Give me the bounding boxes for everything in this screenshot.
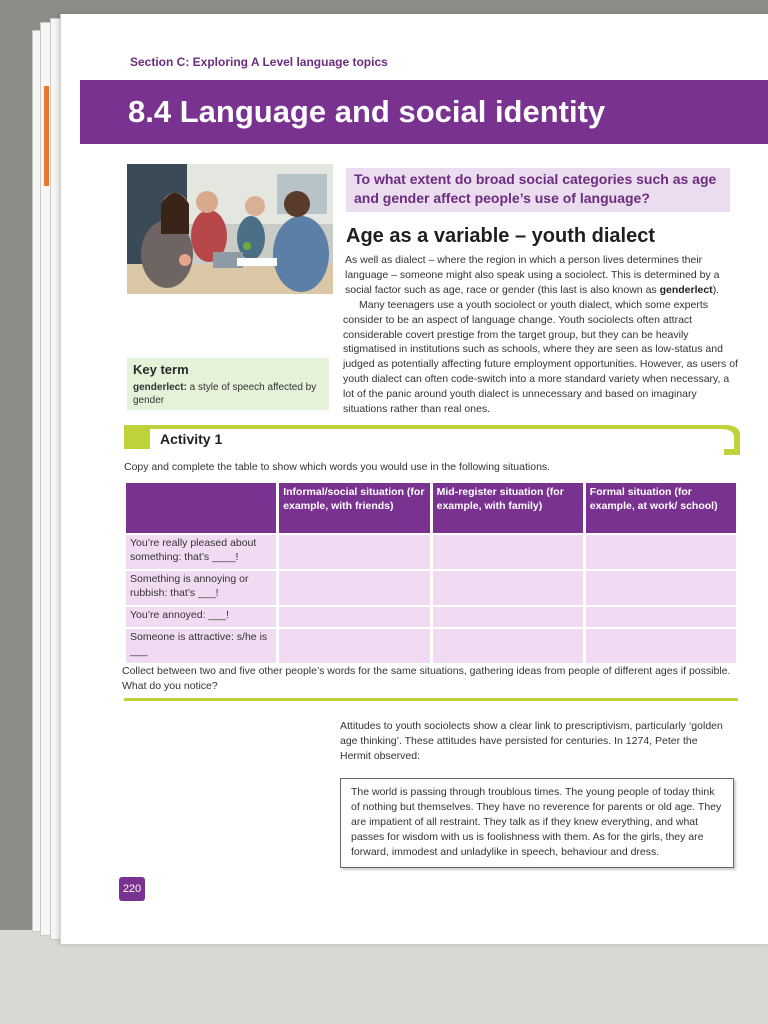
activity-label: Activity 1 bbox=[160, 431, 223, 447]
page-title: 8.4 Language and social identity bbox=[128, 94, 606, 129]
section-tab-marker bbox=[44, 86, 49, 186]
table-cell-blank bbox=[279, 535, 429, 569]
activity-end-rule bbox=[124, 698, 738, 701]
key-term-word: genderlect: bbox=[133, 382, 187, 393]
table-cell-blank bbox=[433, 535, 583, 569]
photo-group-of-young-people bbox=[127, 164, 333, 294]
key-term-definition-text: a style of speech affected by gender bbox=[133, 382, 317, 406]
column-header-mid-register: Mid-register situation (for example, with family) bbox=[433, 483, 583, 533]
paragraph-3: Attitudes to youth sociolects show a clear link to prescriptivism, particularly ‘golden age thinking’. These attitudes have persisted for centuries. In 1274, Peter the Hermit observed: bbox=[340, 720, 723, 762]
table-cell-blank bbox=[279, 571, 429, 605]
desk-surface bbox=[0, 930, 768, 1024]
focus-question-box: To what extent do broad social categories such as age and gender affect people’s use of language? bbox=[346, 168, 730, 212]
table-row bbox=[126, 535, 736, 569]
subheading: Age as a variable – youth dialect bbox=[346, 225, 656, 247]
paragraph-2: Many teenagers use a youth sociolect or youth dialect, which some experts consider to be an aspect of language change. Youth sociolects often attract considerable covert prestige from the target group, but they can be heavily stigmatised in institutions such as schools, where they are seen as low-status and judged as potentially affecting future employment opportunities. However, as users of youth dialect can often code-switch into a more standard variety when necessary, a lot of the panic around youth dialect is unnecessary and based on imaginary situations rather than real ones. bbox=[343, 299, 738, 415]
table-cell-blank bbox=[586, 571, 736, 605]
column-header-informal: Informal/social situation (for example, with friends) bbox=[279, 483, 429, 533]
key-term-definition bbox=[133, 381, 323, 407]
table-cell-blank bbox=[586, 535, 736, 569]
title-bar bbox=[80, 80, 768, 144]
column-header-formal: Formal situation (for example, at work/ school) bbox=[586, 483, 736, 533]
table-corner-header bbox=[126, 483, 276, 533]
table-row bbox=[126, 607, 736, 627]
page-number: 220 bbox=[119, 877, 145, 901]
key-term-title: Key term bbox=[133, 362, 189, 377]
table-cell-blank bbox=[279, 607, 429, 627]
table-cell-blank bbox=[433, 629, 583, 663]
key-term-highlight: genderlect bbox=[659, 283, 713, 296]
row-label: Someone is attractive: s/he is ___ bbox=[126, 629, 276, 663]
paragraph-1 bbox=[345, 253, 741, 297]
paragraph-1-end: ). bbox=[712, 283, 720, 296]
row-label: You’re annoyed: ___! bbox=[126, 607, 276, 627]
table-row bbox=[126, 571, 736, 605]
row-label: Something is annoying or rubbish: that’s ___! bbox=[126, 571, 276, 605]
table-row bbox=[126, 629, 736, 663]
section-header: Section C: Exploring A Level language topics bbox=[130, 55, 388, 69]
table-cell-blank bbox=[433, 607, 583, 627]
table-cell-blank bbox=[586, 607, 736, 627]
table-cell-blank bbox=[279, 629, 429, 663]
quotation-box: The world is passing through troublous times. The young people of today think of nothing but themselves. They have no reverence for parents or old age. They are impatient of all restraint. They talk as if they knew everything, and what passes for wisdom with us is foolishness with them. As for the girls, they are forward, immodest and unladylike in speech, behaviour and dress. bbox=[340, 778, 734, 868]
row-label: You’re really pleased about something: that’s ____! bbox=[126, 535, 276, 569]
table-cell-blank bbox=[586, 629, 736, 663]
activity-table bbox=[123, 481, 739, 665]
activity-instruction: Copy and complete the table to show which words you would use in the following situations. bbox=[124, 461, 551, 473]
table-cell-blank bbox=[433, 571, 583, 605]
activity-header-bar bbox=[124, 425, 740, 455]
key-term-box bbox=[127, 358, 329, 410]
activity-followup: Collect between two and five other people’s words for the same situations, gathering ideas from people of different ages if possible. What do you notice? bbox=[122, 665, 731, 692]
paragraph-1-text: As well as dialect – where the region in which a person lives determines their language – someone might also speak using a sociolect. This is determined by a social factor such as age, race or gender (this last is also known as bbox=[345, 254, 720, 296]
